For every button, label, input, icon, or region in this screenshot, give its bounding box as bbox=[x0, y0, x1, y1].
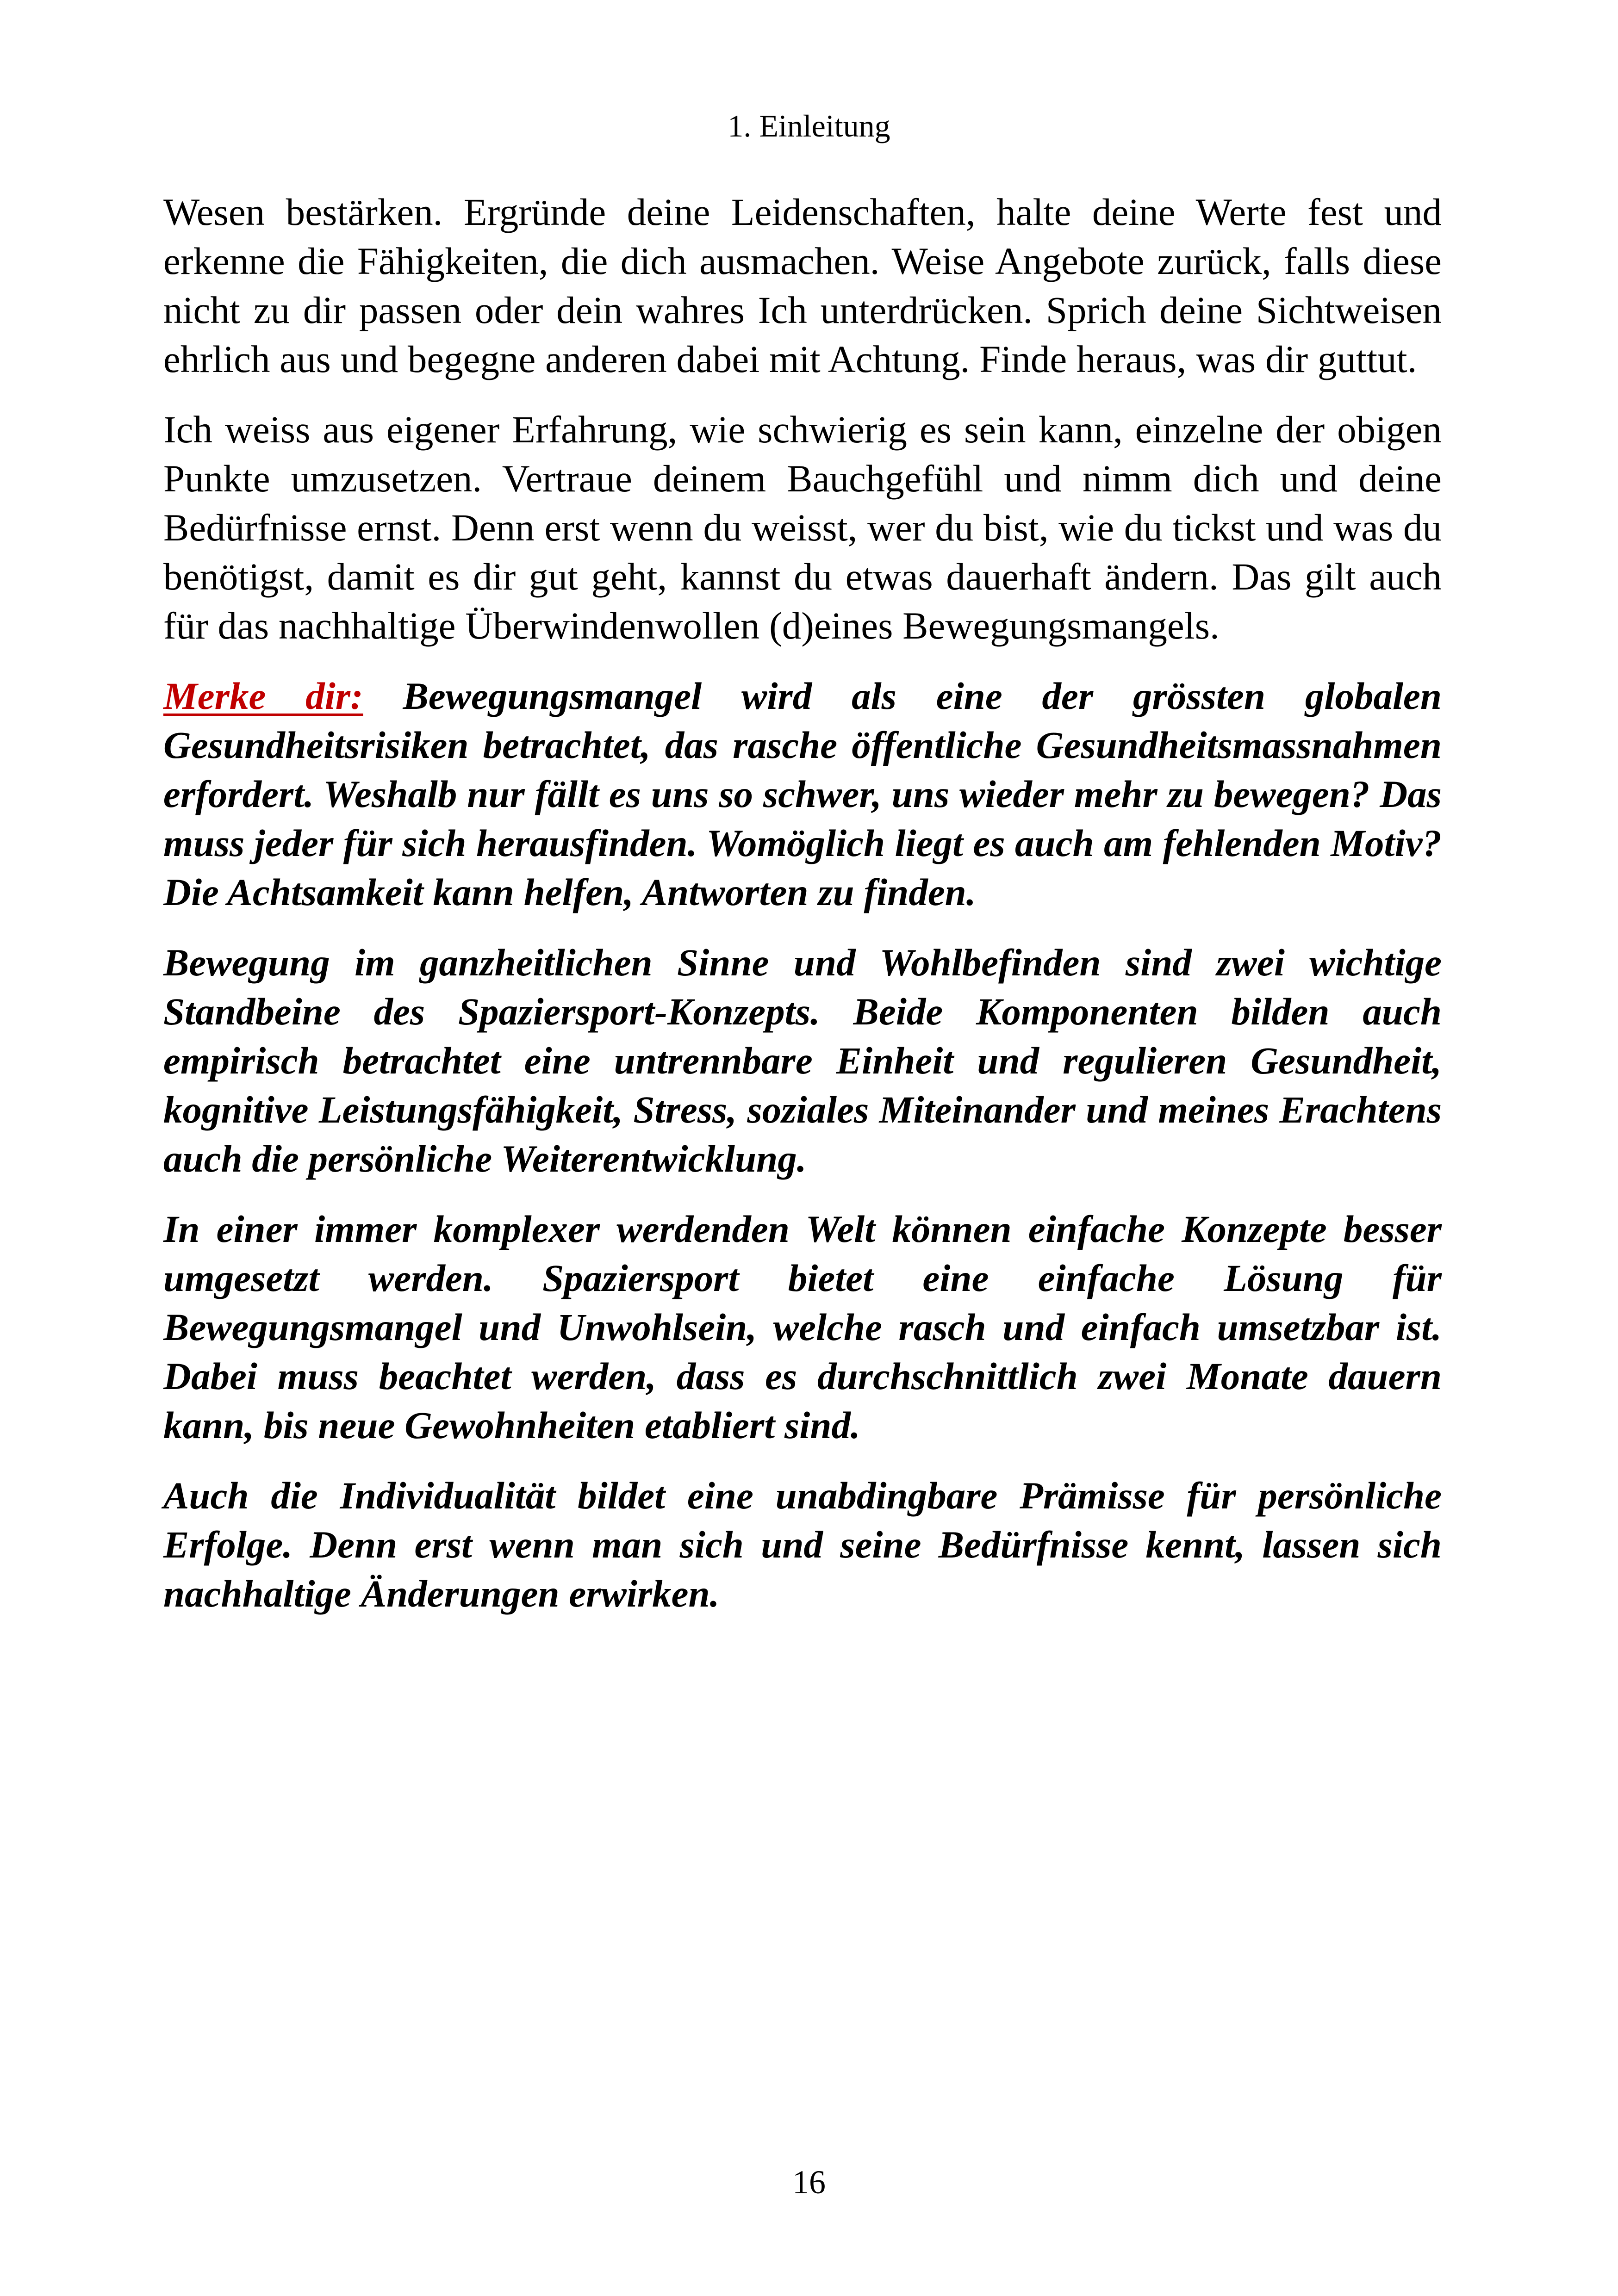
merke-paragraph-4: Auch die Individualität bildet eine unabdingbare Prämisse für persönliche Erfolge. Denn erst wenn man sich und seine Bedürfnisse kennt, lassen sich nachhaltige Änderungen erwirken. bbox=[163, 1474, 1442, 1615]
merke-label: Merke dir: bbox=[163, 675, 363, 717]
page-number: 16 bbox=[792, 2164, 826, 2201]
page-body bbox=[163, 187, 1442, 1639]
merke-paragraph-3: In einer immer komplexer werdenden Welt können einfache Konzepte besser umgesetzt werden. Spaziersport bietet eine einfache Lösung für Bewegungsmangel und Unwohlsein, welche rasch und einfach umsetzbar ist. Dabei muss beachtet werden, dass es durchschnittlich zwei Monate dauern kann, bis neue Gewohnheiten etabliert sind. bbox=[163, 1208, 1442, 1446]
merke-paragraph bbox=[163, 671, 1442, 917]
merke-text: Bewegungsmangel wird als eine der grössten globalen Gesundheitsrisiken betrachtet, das rasche öffentliche Gesundheitsmassnahmen erfordert. Weshalb nur fällt es uns so schwer, uns wieder mehr zu bewegen? Das muss jeder für sich herausfinden. Womöglich liegt es auch am fehlenden Motiv? Die Achtsamkeit kann helfen, Antworten zu finden. bbox=[163, 675, 1442, 913]
running-header: 1. Einleitung bbox=[728, 108, 890, 143]
body-paragraph-1: Wesen bestärken. Ergründe deine Leidenschaften, halte deine Werte fest und erkenne die Fähigkeiten, die dich ausmachen. Weise Angebote zurück, falls diese nicht zu dir passen oder dein wahres Ich unterdrücken. Sprich deine Sichtweisen ehrlich aus und begegne anderen dabei mit Achtung. Finde heraus, was dir guttut. bbox=[163, 191, 1442, 380]
merke-paragraph-2: Bewegung im ganzheitlichen Sinne und Wohlbefinden sind zwei wichtige Standbeine des Spaziersport-Konzepts. Beide Komponenten bilden auch empirisch betrachtet eine untrennbare Einheit und regulieren Gesundheit, kognitive Leistungsfähigkeit, Stress, soziales Miteinander und meines Erachtens auch die persönliche Weiterentwicklung. bbox=[163, 941, 1442, 1180]
body-paragraph-2: Ich weiss aus eigener Erfahrung, wie schwierig es sein kann, einzelne der obigen Punkte umzusetzen. Vertraue deinem Bauchgefühl und nimm dich und deine Bedürfnisse ernst. Denn erst wenn du weisst, wer du bist, wie du tickst und was du benötigst, damit es dir gut geht, kannst du etwas dauerhaft ändern. Das gilt auch für das nachhaltige Überwindenwollen (d)eines Bewegungsmangels. bbox=[163, 408, 1442, 647]
